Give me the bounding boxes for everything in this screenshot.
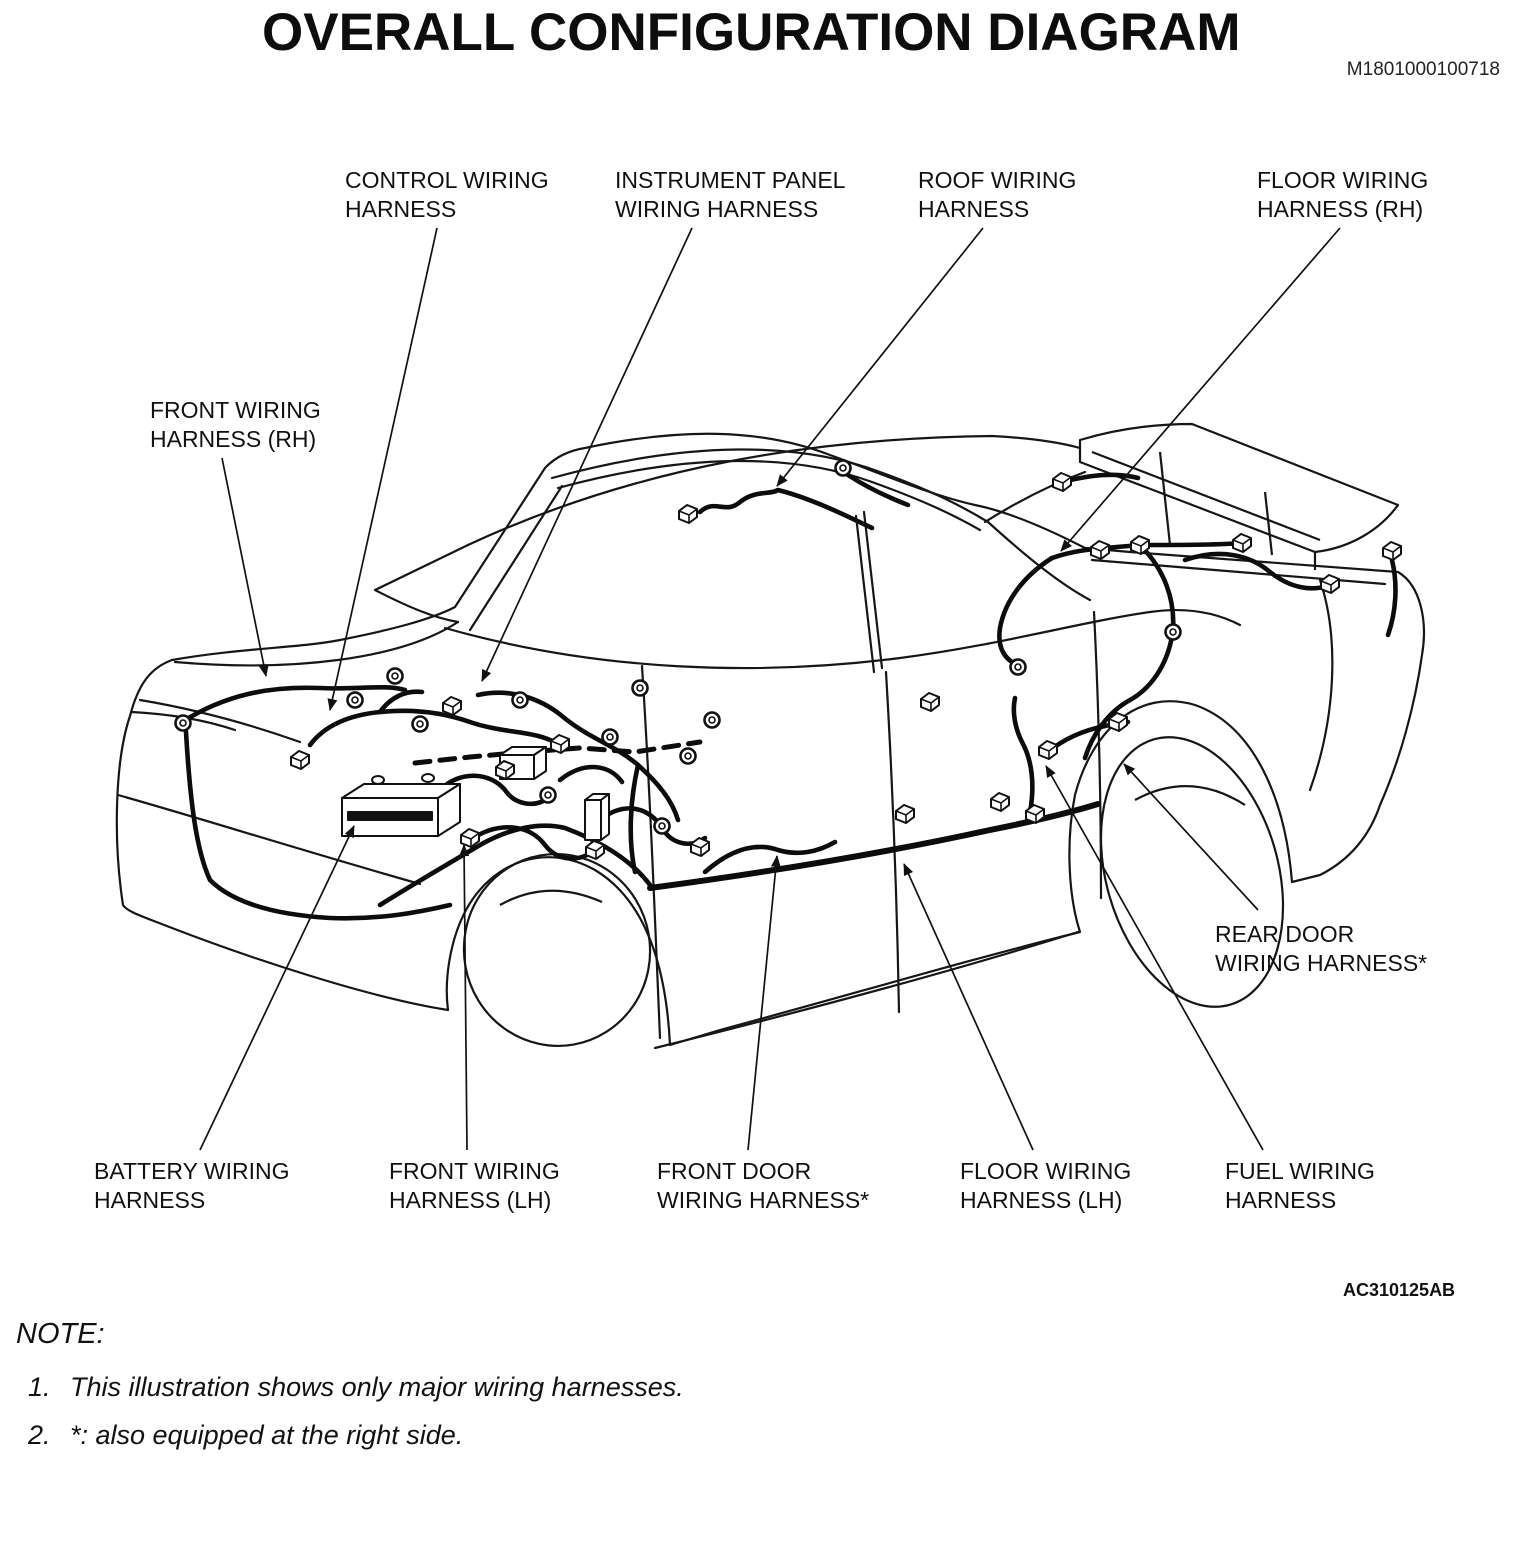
label-instrument-panel-wiring-harness: INSTRUMENT PANEL WIRING HARNESS (615, 167, 846, 222)
label-front-wiring-harness-rh: FRONT WIRING HARNESS (RH) (150, 397, 321, 452)
roof-harness (700, 490, 872, 528)
front-harness-lh (380, 826, 650, 905)
leader-front-harness-rh (222, 458, 266, 676)
label-roof-wiring-harness: ROOF WIRING HARNESS (918, 167, 1077, 222)
note-item-number: 2. (28, 1420, 51, 1450)
leader-floor-harness-lh (904, 864, 1033, 1150)
label-front-wiring-harness-lh: FRONT WIRING HARNESS (LH) (389, 1158, 560, 1213)
leader-battery-harness (200, 826, 354, 1150)
front-door-harness (705, 842, 835, 872)
rear-wheel (1071, 716, 1312, 1029)
label-fuel-wiring-harness: FUEL WIRING HARNESS (1225, 1158, 1375, 1213)
leader-roof-harness (777, 228, 983, 486)
label-floor-wiring-harness-lh: FLOOR WIRING HARNESS (LH) (960, 1158, 1132, 1213)
leader-control-harness (330, 228, 437, 710)
label-control-wiring-harness: CONTROL WIRING HARNESS (345, 167, 549, 222)
label-front-door-wiring-harness: FRONT DOOR WIRING HARNESS* (657, 1158, 870, 1213)
leader-front-harness-lh (464, 845, 467, 1150)
label-battery-wiring-harness: BATTERY WIRING HARNESS (94, 1158, 290, 1213)
fuel-harness (1014, 698, 1033, 812)
document-number: M1801000100718 (1346, 59, 1500, 80)
page-title: OVERALL CONFIGURATION DIAGRAM (262, 3, 1241, 62)
note-item-text: *: also equipped at the right side. (70, 1420, 464, 1450)
note-item-1 (28, 1372, 684, 1403)
wiring-harnesses (182, 475, 1395, 919)
note-item-text: This illustration shows only major wiring harnesses. (70, 1372, 684, 1402)
note-heading: NOTE: (16, 1318, 105, 1350)
figure-number: AC310125AB (1343, 1280, 1456, 1300)
leader-floor-harness-rh (1061, 228, 1340, 551)
note-item-2 (28, 1420, 463, 1451)
note-item-number: 1. (28, 1372, 51, 1402)
tail-harness (1185, 554, 1330, 588)
label-floor-wiring-harness-rh: FLOOR WIRING HARNESS (RH) (1257, 167, 1429, 222)
label-rear-door-wiring-harness: REAR DOOR WIRING HARNESS* (1215, 921, 1428, 976)
control-harness (310, 711, 558, 745)
battery (342, 774, 460, 836)
leader-front-door-harness (748, 856, 777, 1150)
